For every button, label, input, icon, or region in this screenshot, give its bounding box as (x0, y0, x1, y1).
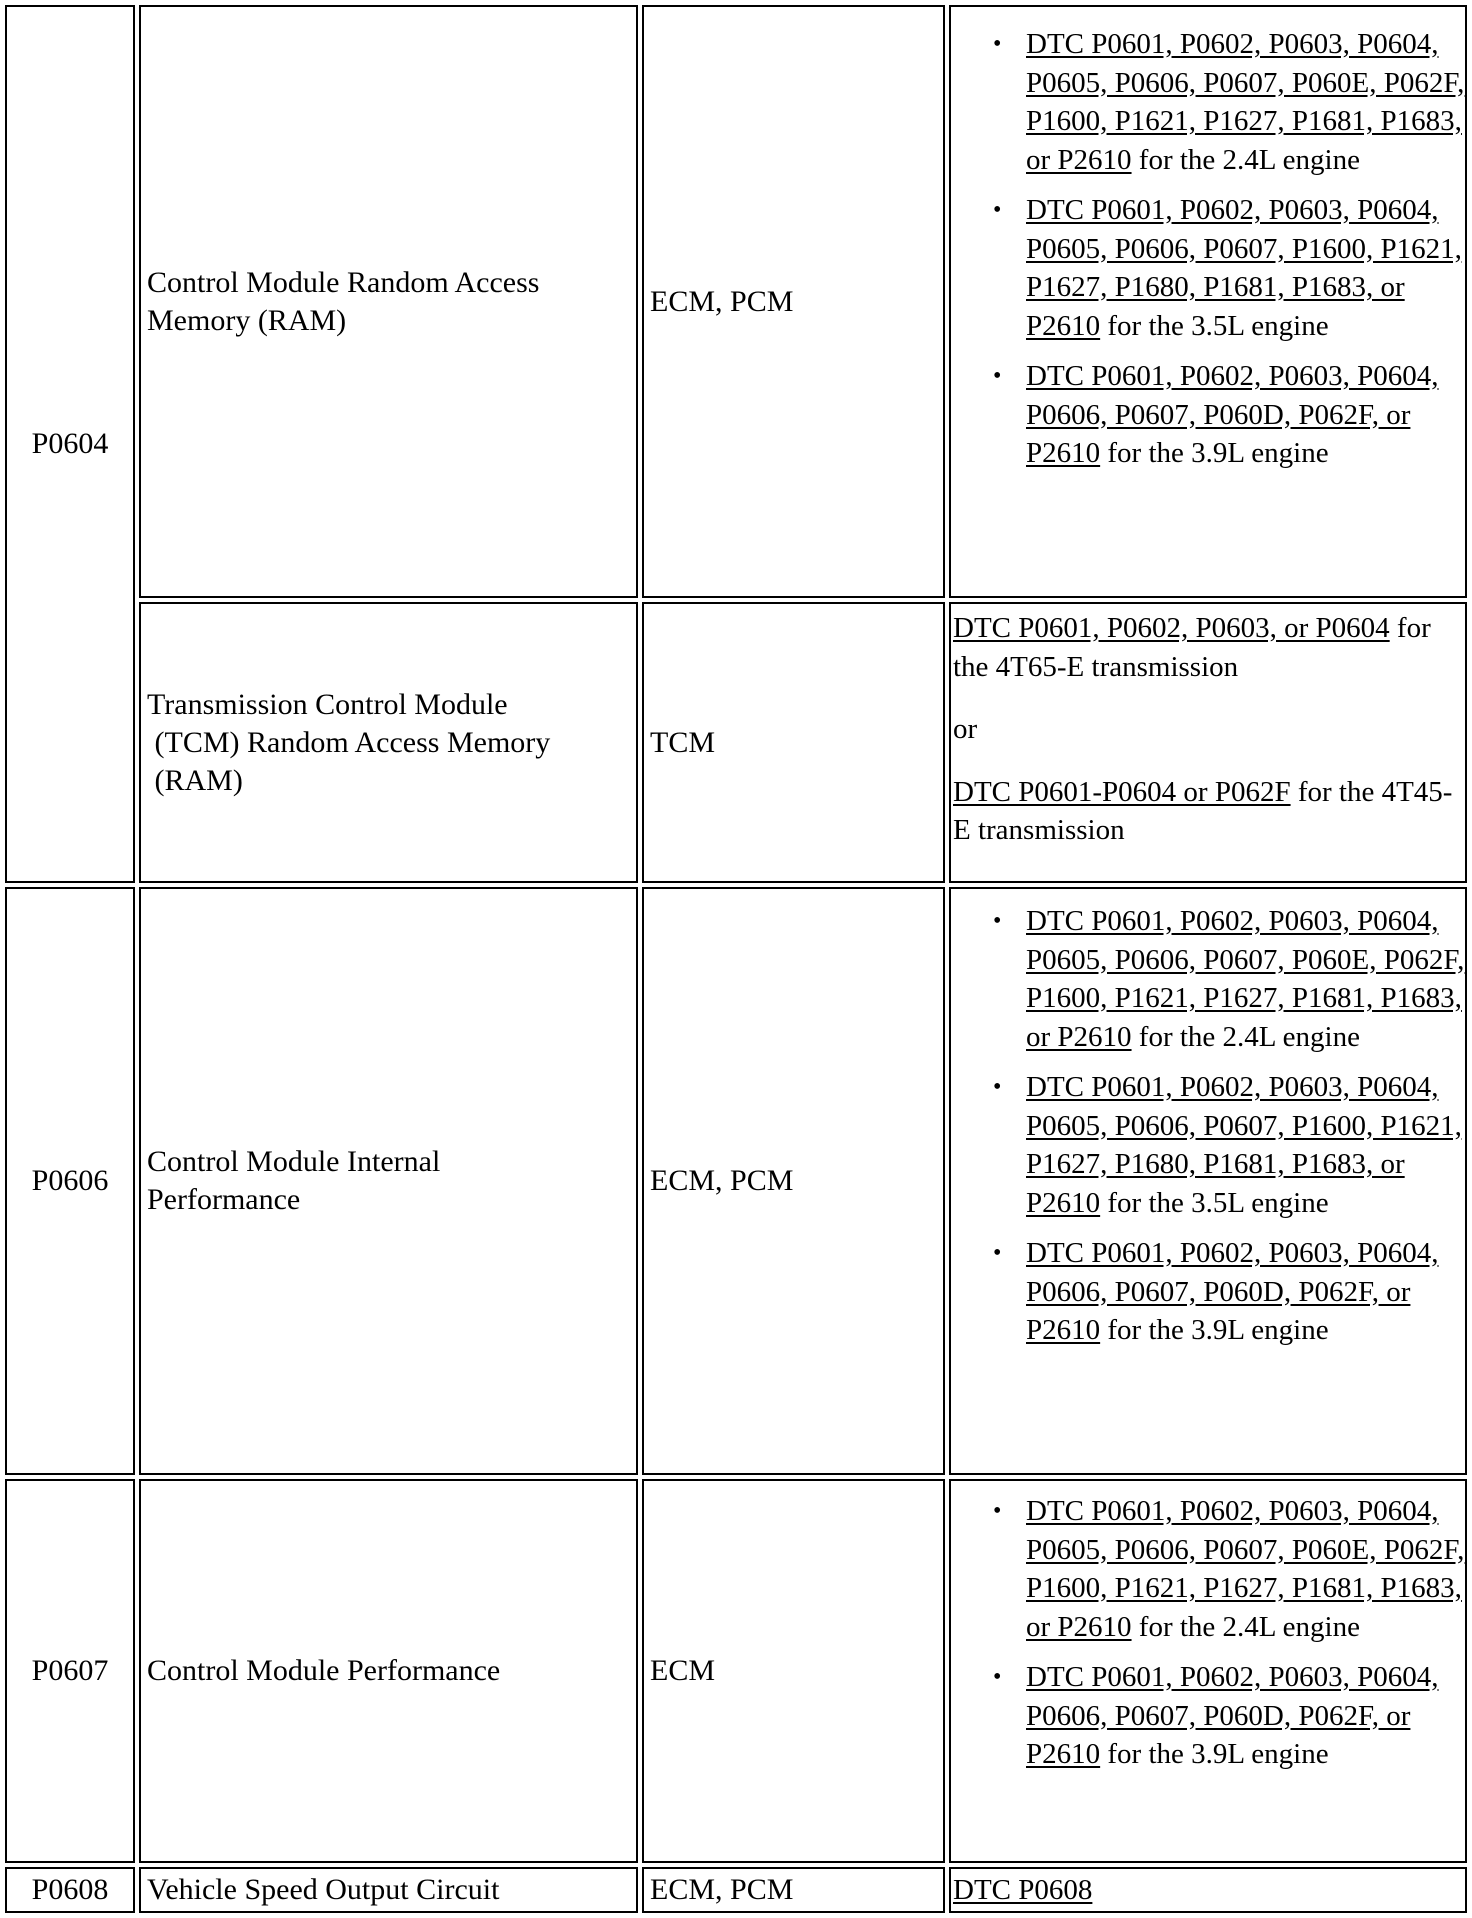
description-text: Transmission Control Module (TCM) Random Access Memory (RAM) (147, 687, 551, 797)
bullet-icon: • (993, 31, 1002, 57)
link-suffix: for the 3.9L engine (1100, 1738, 1329, 1770)
link-suffix: for the 2.4L engine (1131, 1610, 1360, 1643)
description-text: Control Module Random Access Memory (RAM) (147, 265, 540, 337)
dtc-code: P0608 (31, 1873, 109, 1906)
dtc-link[interactable]: DTC P0601, P0602, P0603, P0604, P0606, P0607, P060D, P062F, or P2610 (1026, 360, 1439, 469)
reference-list (951, 902, 1465, 1350)
list-item (951, 1068, 1465, 1222)
dtc-link[interactable]: DTC P0601, P0602, P0603, P0604, P0605, P0606, P0607, P1600, P1621, P1627, P1680, P1681, P1683, or P2610 (1026, 194, 1462, 342)
module-cell (642, 602, 945, 883)
description-cell (139, 1479, 638, 1863)
reference-cell (949, 602, 1467, 883)
description-cell (139, 5, 638, 598)
list-item (951, 191, 1465, 345)
link-suffix: for the 2.4L engine (1131, 1020, 1360, 1053)
dtc-code-cell (5, 887, 135, 1475)
link-suffix: for the 3.5L engine (1100, 309, 1329, 342)
dtc-code-cell (5, 1867, 135, 1913)
list-item (951, 25, 1465, 179)
bullet-icon: • (993, 1240, 1002, 1266)
description-text: Vehicle Speed Output Circuit (147, 1873, 500, 1906)
module-text: TCM (650, 725, 716, 759)
dtc-link[interactable]: DTC P0601, P0602, P0603, P0604, P0606, P0607, P060D, P062F, or P2610 (1026, 1237, 1439, 1346)
module-text: ECM, PCM (650, 284, 794, 318)
link-suffix: for the 2.4L engine (1131, 143, 1360, 176)
bullet-icon: • (993, 197, 1002, 223)
reference-cell (949, 1867, 1467, 1913)
dtc-link[interactable]: DTC P0601, P0602, P0603, P0604, P0605, P0606, P0607, P060E, P062F, P1600, P1621, P1627, P1681, P1683, or P2610 (1026, 28, 1465, 176)
reference-paragraph (951, 609, 1465, 686)
reference-cell (949, 1479, 1467, 1863)
list-item (951, 902, 1465, 1056)
description-text: Control Module Performance (147, 1654, 501, 1687)
description-cell (139, 1867, 638, 1913)
list-item (951, 1658, 1465, 1774)
dtc-code-cell (5, 1479, 135, 1863)
bullet-icon: • (993, 363, 1002, 389)
bullet-icon: • (993, 1664, 1002, 1690)
description-text: Control Module Internal Performance (147, 1145, 441, 1216)
reference-list (951, 25, 1465, 473)
dtc-link[interactable]: DTC P0601-P0604 or P062F (953, 775, 1291, 808)
link-suffix: for the 3.9L engine (1100, 437, 1329, 469)
reference-paragraph (951, 773, 1465, 850)
dtc-code: P0607 (31, 1654, 109, 1687)
or-text: or (953, 713, 978, 745)
link-suffix: for the 4T65-E transmission (953, 612, 1431, 683)
dtc-link[interactable]: DTC P0608 (953, 1873, 1093, 1906)
dtc-link[interactable]: DTC P0601, P0602, P0603, P0604, P0605, P0606, P0607, P060E, P062F, P1600, P1621, P1627, P1681, P1683, or P2610 (1026, 1495, 1465, 1643)
dtc-link[interactable]: DTC P0601, P0602, P0603, P0604, P0606, P0607, P060D, P062F, or P2610 (1026, 1661, 1439, 1770)
list-item (951, 1234, 1465, 1350)
list-item (951, 357, 1465, 473)
dtc-code: P0606 (31, 1164, 109, 1197)
list-item (951, 1492, 1465, 1646)
description-cell (139, 602, 638, 883)
link-suffix: for the 4T45-E transmission (953, 775, 1453, 846)
dtc-link[interactable]: DTC P0601, P0602, P0603, or P0604 (953, 612, 1390, 644)
dtc-link[interactable]: DTC P0601, P0602, P0603, P0604, P0605, P0606, P0607, P1600, P1621, P1627, P1680, P1681, P1683, or P2610 (1026, 1071, 1462, 1219)
reference-list (951, 1492, 1465, 1774)
reference-cell (949, 887, 1467, 1475)
link-suffix: for the 3.9L engine (1100, 1314, 1329, 1346)
bullet-icon: • (993, 1074, 1002, 1100)
module-text: ECM (650, 1654, 716, 1687)
description-cell (139, 887, 638, 1475)
module-text: ECM, PCM (650, 1873, 794, 1906)
module-cell (642, 1867, 945, 1913)
dtc-table (5, 5, 1467, 1913)
module-cell (642, 5, 945, 598)
module-cell (642, 887, 945, 1475)
dtc-code-cell (5, 5, 135, 883)
module-cell (642, 1479, 945, 1863)
bullet-icon: • (993, 908, 1002, 934)
reference-cell (949, 5, 1467, 598)
link-suffix: for the 3.5L engine (1100, 1186, 1329, 1219)
module-text: ECM, PCM (650, 1164, 794, 1197)
bullet-icon: • (993, 1498, 1002, 1524)
dtc-link[interactable]: DTC P0601, P0602, P0603, P0604, P0605, P0606, P0607, P060E, P062F, P1600, P1621, P1627, P1681, P1683, or P2610 (1026, 905, 1465, 1053)
dtc-code: P0604 (31, 427, 109, 460)
